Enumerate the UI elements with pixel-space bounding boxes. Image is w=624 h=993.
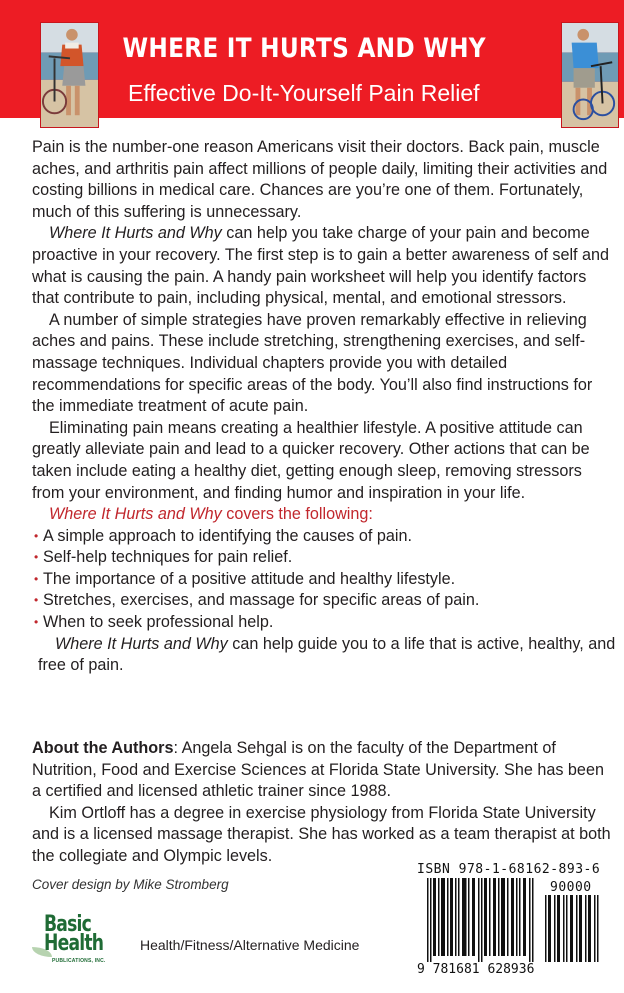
topics-list (32, 526, 617, 634)
description (32, 137, 617, 677)
covers-heading (32, 504, 617, 526)
author-ortloff: Kim Ortloff has a degree in exercise physiology from Florida State University and is a licensed massage therapist. She has worked as a team therapist at both the collegiate and Olympic levels. (32, 803, 611, 865)
list-item-text: When to seek professional help. (43, 613, 274, 632)
paragraph-take-charge (32, 223, 617, 309)
photo-woman-with-bicycle (40, 22, 99, 128)
paragraph-strategies: A number of simple strategies have proven remarkably effective in relieving aches and pains. These include stretching, strengthening exercises, and self-massage techniques. Individual chapters provide you with detailed recommendations for specific areas of the body. You’ll also find instructions for the immediate treatment of acute pain. (32, 310, 593, 416)
addon-barcode-icon (545, 895, 599, 962)
book-title-inline: Where It Hurts and Why (49, 505, 222, 524)
author-sehgal (32, 738, 617, 803)
logo-line-2: Health (44, 931, 104, 956)
barcode-icon (427, 878, 535, 962)
list-item (32, 526, 617, 548)
bullet-icon: • (34, 593, 39, 608)
list-item (32, 547, 617, 569)
bullet-icon: • (34, 528, 39, 543)
logo-line-1: Basic (44, 912, 92, 937)
beach-photo-icon (41, 23, 98, 127)
about-authors-label: About the Authors (32, 739, 174, 757)
about-authors (32, 738, 617, 868)
beach-photo-icon (562, 23, 618, 127)
list-item (32, 569, 617, 591)
photo-man-with-bicycle (561, 22, 619, 128)
book-title-inline: Where It Hurts and Why (49, 224, 222, 243)
closing-paragraph (32, 634, 617, 677)
publisher-logo (32, 913, 112, 971)
book-category: Health/Fitness/Alternative Medicine (140, 937, 360, 953)
list-item-text: Self-help techniques for pain relief. (43, 548, 293, 567)
book-title-inline: Where It Hurts and Why (55, 634, 228, 653)
cover-credit: Cover design by Mike Stromberg (32, 877, 229, 892)
book-subtitle: Effective Do-It-Yourself Pain Relief (128, 80, 480, 106)
paragraph-text: can help you take charge of your pain and become proactive in your recovery. The first step is to gain a better awareness of self and what is causing the pain. A handy pain worksheet will help you identify factors that contribute to pain, including physical, mental, and emotional stressors. (32, 224, 610, 308)
price-code: 90000 (550, 880, 592, 895)
bullet-icon: • (34, 615, 39, 630)
list-item (32, 590, 617, 612)
bullet-icon: • (34, 550, 39, 565)
list-item (32, 612, 617, 634)
intro-paragraph: Pain is the number-one reason Americans visit their doctors. Back pain, muscle aches, and arthritis pain affect millions of people daily, limiting their activities and costing billions in medical care. Chances are you’re one of them. Fortunately, much of this suffering is unnecessary. (32, 138, 608, 221)
bullet-icon: • (34, 571, 39, 586)
author-bio: : Angela Sehgal is on the faculty of the Department of Nutrition, Food and Exercise Sciences at Florida State University. She has been a certified and licensed athletic trainer since 1988. (32, 739, 604, 801)
isbn-label: ISBN 978-1-68162-893-6 (417, 862, 601, 877)
book-title: WHERE IT HURTS AND WHY (122, 33, 486, 64)
paragraph-lifestyle: Eliminating pain means creating a healthier lifestyle. A positive attitude can greatly alleviate pain and lead to a quicker recovery. Other actions that can be taken include eating a healthy diet, getting enough sleep, removing stressors from your environment, and finding humor and inspiration in your life. (32, 418, 590, 502)
barcode-digits: 9 781681 628936 (417, 962, 535, 977)
list-item-text: A simple approach to identifying the causes of pain. (43, 526, 412, 545)
list-item-text: Stretches, exercises, and massage for specific areas of pain. (43, 591, 480, 610)
covers-heading-text: covers the following: (221, 505, 373, 524)
list-item-text: The importance of a positive attitude and healthy lifestyle. (43, 569, 456, 588)
logo-line-3: PUBLICATIONS, INC. (52, 958, 106, 964)
closing-text: can help guide you to a life that is active, healthy, and free of pain. (38, 634, 616, 675)
